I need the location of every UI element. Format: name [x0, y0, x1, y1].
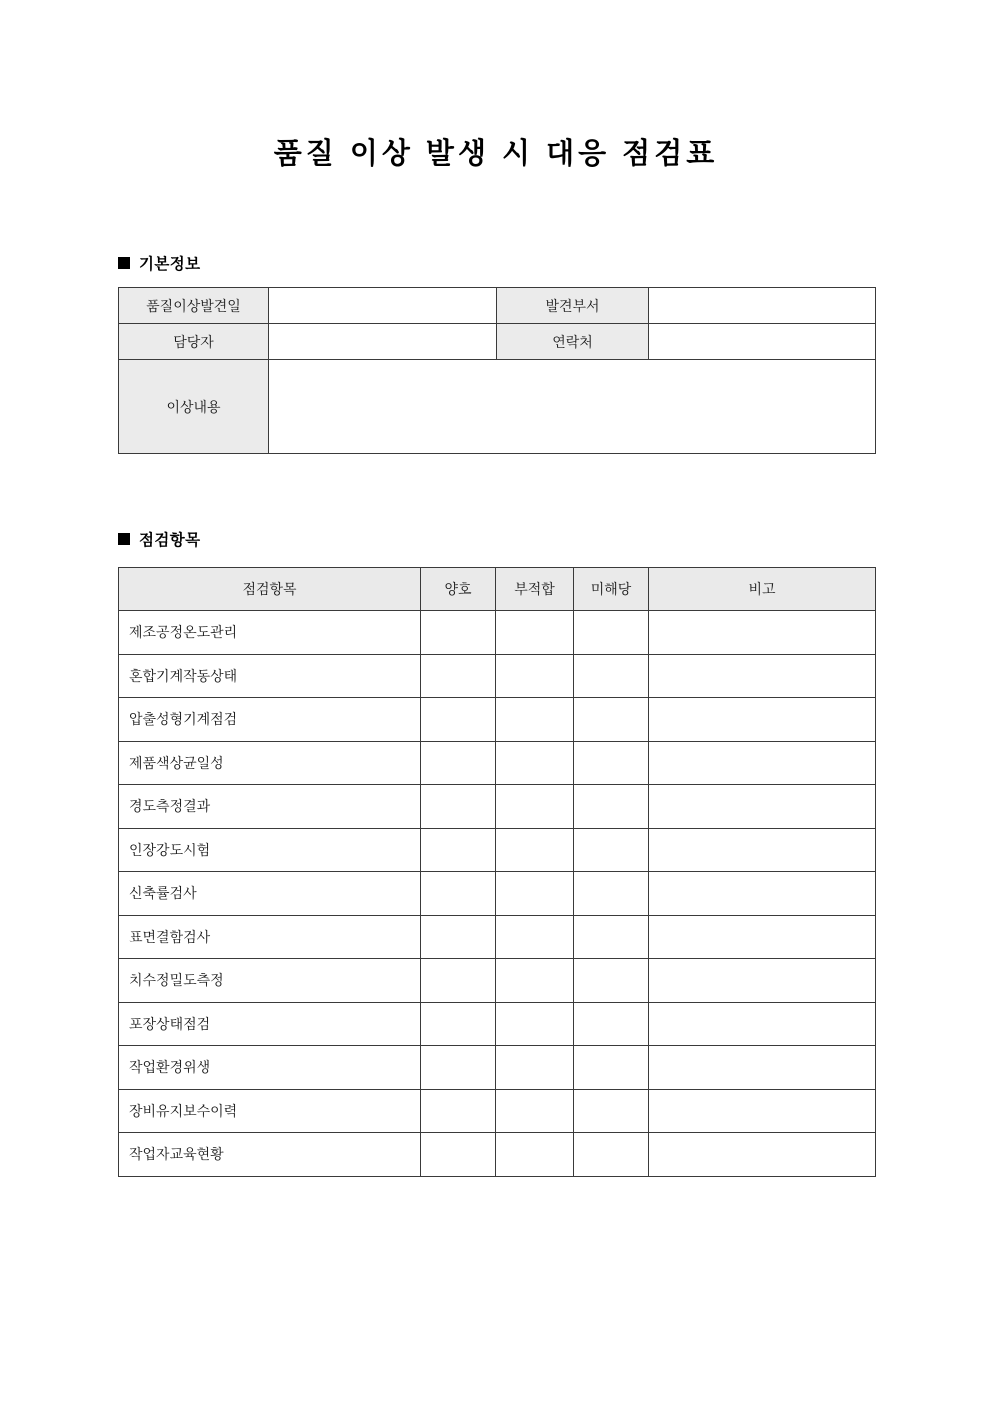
field-defect-description[interactable] — [269, 360, 876, 454]
remarks-cell[interactable] — [649, 872, 876, 916]
inspection-item-label: 장비유지보수이력 — [119, 1089, 421, 1133]
table-row — [119, 959, 876, 1003]
label-person-in-charge: 담당자 — [119, 324, 269, 360]
remarks-cell[interactable] — [649, 654, 876, 698]
inspection-item-label: 경도측정결과 — [119, 785, 421, 829]
checkbox-cell-good[interactable] — [421, 1089, 496, 1133]
inspection-item-label: 작업자교육현황 — [119, 1133, 421, 1177]
label-contact: 연락처 — [497, 324, 649, 360]
checkbox-cell-not-applicable[interactable] — [574, 1089, 649, 1133]
table-row — [119, 872, 876, 916]
checkbox-cell-good[interactable] — [421, 785, 496, 829]
table-row — [119, 288, 876, 324]
checkbox-cell-not-applicable[interactable] — [574, 915, 649, 959]
table-row — [119, 360, 876, 454]
checkbox-cell-nonconforming[interactable] — [496, 698, 574, 742]
remarks-cell[interactable] — [649, 1002, 876, 1046]
checkbox-cell-good[interactable] — [421, 959, 496, 1003]
checkbox-cell-good[interactable] — [421, 828, 496, 872]
remarks-cell[interactable] — [649, 828, 876, 872]
label-defect-description: 이상내용 — [119, 360, 269, 454]
inspection-item-label: 압출성형기계점검 — [119, 698, 421, 742]
inspection-item-label: 신축률검사 — [119, 872, 421, 916]
inspection-item-label: 치수정밀도측정 — [119, 959, 421, 1003]
checkbox-cell-nonconforming[interactable] — [496, 1133, 574, 1177]
table-row — [119, 1133, 876, 1177]
section-heading-basic-info — [118, 252, 201, 274]
checkbox-cell-not-applicable[interactable] — [574, 1133, 649, 1177]
checkbox-cell-good[interactable] — [421, 1002, 496, 1046]
square-bullet-icon — [118, 533, 130, 545]
remarks-cell[interactable] — [649, 1133, 876, 1177]
table-row — [119, 915, 876, 959]
checkbox-cell-not-applicable[interactable] — [574, 785, 649, 829]
remarks-cell[interactable] — [649, 959, 876, 1003]
field-discovery-department[interactable] — [649, 288, 876, 324]
square-bullet-icon — [118, 257, 130, 269]
remarks-cell[interactable] — [649, 611, 876, 655]
checkbox-cell-not-applicable[interactable] — [574, 959, 649, 1003]
checkbox-cell-nonconforming[interactable] — [496, 828, 574, 872]
section-heading-basic-info-label: 기본정보 — [139, 256, 201, 273]
remarks-cell[interactable] — [649, 915, 876, 959]
remarks-cell[interactable] — [649, 741, 876, 785]
checkbox-cell-nonconforming[interactable] — [496, 1002, 574, 1046]
inspection-item-label: 제조공정온도관리 — [119, 611, 421, 655]
table-row — [119, 611, 876, 655]
checkbox-cell-not-applicable[interactable] — [574, 698, 649, 742]
column-header-nonconforming: 부적합 — [496, 568, 574, 611]
checkbox-cell-good[interactable] — [421, 654, 496, 698]
checkbox-cell-nonconforming[interactable] — [496, 915, 574, 959]
checkbox-cell-good[interactable] — [421, 915, 496, 959]
checkbox-cell-good[interactable] — [421, 872, 496, 916]
checkbox-cell-nonconforming[interactable] — [496, 741, 574, 785]
remarks-cell[interactable] — [649, 1046, 876, 1090]
checkbox-cell-not-applicable[interactable] — [574, 611, 649, 655]
checkbox-cell-not-applicable[interactable] — [574, 1002, 649, 1046]
inspection-item-label: 혼합기계작동상태 — [119, 654, 421, 698]
checkbox-cell-nonconforming[interactable] — [496, 654, 574, 698]
table-row — [119, 1046, 876, 1090]
checkbox-cell-not-applicable[interactable] — [574, 654, 649, 698]
page-title: 품질 이상 발생 시 대응 점검표 — [273, 138, 719, 170]
inspection-item-label: 제품색상균일성 — [119, 741, 421, 785]
inspection-items-table — [118, 567, 876, 1177]
basic-info-table — [118, 287, 876, 454]
field-discovery-date[interactable] — [269, 288, 497, 324]
section-heading-inspection-items — [118, 528, 201, 550]
table-row — [119, 1089, 876, 1133]
remarks-cell[interactable] — [649, 785, 876, 829]
checkbox-cell-nonconforming[interactable] — [496, 611, 574, 655]
table-header-row — [119, 568, 876, 611]
table-row — [119, 828, 876, 872]
inspection-item-label: 작업환경위생 — [119, 1046, 421, 1090]
checkbox-cell-good[interactable] — [421, 1046, 496, 1090]
inspection-item-label: 표면결함검사 — [119, 915, 421, 959]
column-header-remarks: 비고 — [649, 568, 876, 611]
table-row — [119, 698, 876, 742]
checkbox-cell-good[interactable] — [421, 611, 496, 655]
table-row — [119, 741, 876, 785]
field-contact[interactable] — [649, 324, 876, 360]
checkbox-cell-nonconforming[interactable] — [496, 1089, 574, 1133]
label-discovery-department: 발견부서 — [497, 288, 649, 324]
table-row — [119, 1002, 876, 1046]
column-header-not-applicable: 미해당 — [574, 568, 649, 611]
inspection-item-label: 인장강도시험 — [119, 828, 421, 872]
remarks-cell[interactable] — [649, 698, 876, 742]
table-row — [119, 324, 876, 360]
table-row — [119, 654, 876, 698]
label-discovery-date: 품질이상발견일 — [119, 288, 269, 324]
checkbox-cell-nonconforming[interactable] — [496, 872, 574, 916]
column-header-item: 점검항목 — [119, 568, 421, 611]
checkbox-cell-not-applicable[interactable] — [574, 872, 649, 916]
checkbox-cell-good[interactable] — [421, 1133, 496, 1177]
table-row — [119, 785, 876, 829]
checkbox-cell-nonconforming[interactable] — [496, 959, 574, 1003]
checkbox-cell-not-applicable[interactable] — [574, 1046, 649, 1090]
inspection-item-label: 포장상태점검 — [119, 1002, 421, 1046]
checkbox-cell-good[interactable] — [421, 741, 496, 785]
checkbox-cell-not-applicable[interactable] — [574, 828, 649, 872]
checkbox-cell-nonconforming[interactable] — [496, 1046, 574, 1090]
field-person-in-charge[interactable] — [269, 324, 497, 360]
column-header-good: 양호 — [421, 568, 496, 611]
remarks-cell[interactable] — [649, 1089, 876, 1133]
checkbox-cell-good[interactable] — [421, 698, 496, 742]
section-heading-inspection-items-label: 점검항목 — [139, 532, 201, 549]
checkbox-cell-not-applicable[interactable] — [574, 741, 649, 785]
checkbox-cell-nonconforming[interactable] — [496, 785, 574, 829]
